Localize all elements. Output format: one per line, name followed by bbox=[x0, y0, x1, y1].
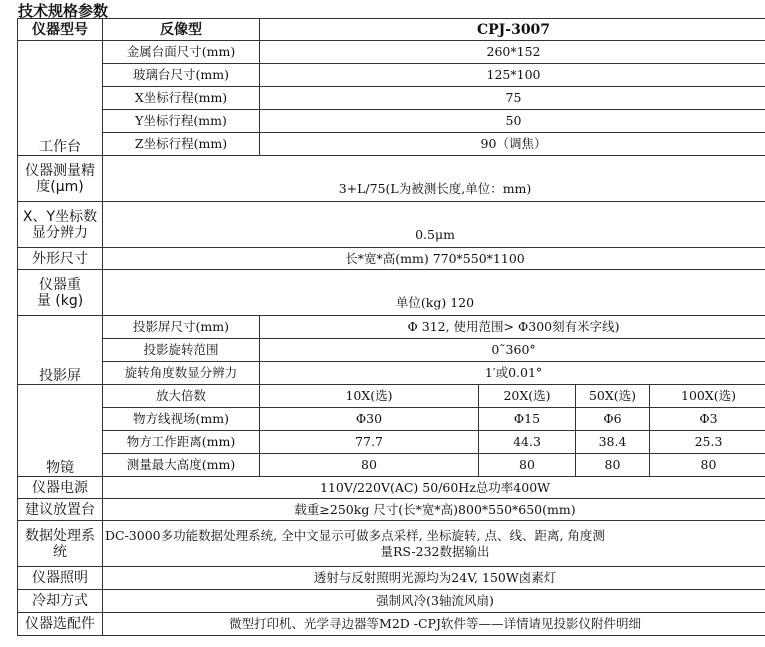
cell-value: 44.3 bbox=[479, 431, 576, 454]
cell-value: 10X(选) bbox=[260, 385, 479, 408]
accuracy-label-line2: 度(μm) bbox=[36, 178, 84, 195]
table-row bbox=[18, 316, 765, 339]
row-name: 玻璃台尺寸(mm) bbox=[103, 64, 260, 87]
table-row bbox=[18, 339, 765, 362]
cell-value: 38.4 bbox=[576, 431, 650, 454]
platform-value: 载重≥250kg 尺寸(长*宽*高)800*550*650(mm) bbox=[103, 499, 765, 521]
accuracy-value: 3+L/75(L为被测长度,单位：mm) bbox=[103, 156, 765, 202]
row-value: 75 bbox=[260, 87, 765, 110]
resolution-value: 0.5μm bbox=[103, 202, 765, 248]
row-name: Z坐标行程(mm) bbox=[103, 133, 260, 156]
processing-value-line1: DC-3000多功能数据处理系统, 全中文显示可做多点采样, 坐标旋转, 点、线、距离, 角度测 bbox=[105, 527, 605, 543]
row-name: X坐标行程(mm) bbox=[103, 87, 260, 110]
table-row bbox=[18, 110, 765, 133]
row-name: 物方线视场(mm) bbox=[103, 408, 260, 431]
table-row bbox=[18, 590, 765, 613]
power-value: 110V/220V(AC) 50/60Hz总功率400W bbox=[103, 477, 765, 499]
row-name: 物方工作距离(mm) bbox=[103, 431, 260, 454]
weight-label-line2: 量 (kg) bbox=[36, 292, 84, 309]
table-row bbox=[18, 248, 765, 270]
accessories-label: 仪器选配件 bbox=[18, 613, 103, 636]
table-row bbox=[18, 431, 765, 454]
table-row bbox=[18, 521, 765, 567]
platform-label: 建议放置台 bbox=[18, 499, 103, 521]
lighting-label: 仪器照明 bbox=[18, 567, 103, 590]
weight-value: 单位(kg) 120 bbox=[103, 270, 765, 316]
processing-label-line1: 数据处理系 bbox=[25, 527, 95, 544]
cooling-value: 强制风冷(3轴流风扇) bbox=[103, 590, 765, 613]
type-label: 反像型 bbox=[103, 19, 260, 41]
table-row bbox=[18, 202, 765, 248]
table-row bbox=[18, 408, 765, 431]
cell-value: 77.7 bbox=[260, 431, 479, 454]
processing-value-line2: 量RS-232数据输出 bbox=[380, 543, 490, 559]
table-row bbox=[18, 477, 765, 499]
processing-value bbox=[103, 521, 765, 567]
lens-label bbox=[18, 385, 103, 477]
table-row bbox=[18, 64, 765, 87]
row-name: 金属台面尺寸(mm) bbox=[103, 41, 260, 64]
row-name: Y坐标行程(mm) bbox=[103, 110, 260, 133]
row-value: 0˜360° bbox=[260, 339, 765, 362]
processing-label-line2: 统 bbox=[53, 543, 67, 560]
processing-label bbox=[18, 521, 103, 567]
row-name: 投影旋转范围 bbox=[103, 339, 260, 362]
table-row bbox=[18, 270, 765, 316]
cell-value: Φ30 bbox=[260, 408, 479, 431]
weight-label bbox=[18, 270, 103, 316]
table-row bbox=[18, 454, 765, 477]
cell-value: Φ6 bbox=[576, 408, 650, 431]
table-row bbox=[18, 499, 765, 521]
spec-table bbox=[17, 18, 765, 636]
model-value: CPJ-3007 bbox=[260, 19, 765, 41]
cell-value: 100X(选) bbox=[650, 385, 765, 408]
cell-value: 80 bbox=[576, 454, 650, 477]
table-row bbox=[18, 385, 765, 408]
lighting-value: 透射与反射照明光源均为24V, 150W卤素灯 bbox=[103, 567, 765, 590]
row-value: 125*100 bbox=[260, 64, 765, 87]
table-row bbox=[18, 362, 765, 385]
dimensions-value: 长*宽*高(mm) 770*550*1100 bbox=[103, 248, 765, 270]
row-value: Φ 312, 使用范围> Φ300刻有米字线) bbox=[260, 316, 765, 339]
cell-value: 50X(选) bbox=[576, 385, 650, 408]
worktable-label-text: 工作台 bbox=[39, 139, 81, 155]
screen-label-text: 投影屏 bbox=[39, 368, 81, 384]
cell-value: Φ15 bbox=[479, 408, 576, 431]
screen-label bbox=[18, 316, 103, 385]
cell-value: 80 bbox=[650, 454, 765, 477]
cell-value: 80 bbox=[260, 454, 479, 477]
row-name: 旋转角度数显分辨力 bbox=[103, 362, 260, 385]
weight-label-line1: 仪器重 bbox=[39, 276, 81, 293]
table-row-header bbox=[18, 19, 765, 41]
cell-value: 25.3 bbox=[650, 431, 765, 454]
cooling-label: 冷却方式 bbox=[18, 590, 103, 613]
row-name: 测量最大高度(mm) bbox=[103, 454, 260, 477]
accuracy-label bbox=[18, 156, 103, 202]
row-value: 50 bbox=[260, 110, 765, 133]
table-row bbox=[18, 133, 765, 156]
row-name: 投影屏尺寸(mm) bbox=[103, 316, 260, 339]
resolution-label bbox=[18, 202, 103, 248]
row-value: 260*152 bbox=[260, 41, 765, 64]
cell-value: 20X(选) bbox=[479, 385, 576, 408]
worktable-label bbox=[18, 41, 103, 156]
table-row bbox=[18, 613, 765, 636]
lens-label-text: 物镜 bbox=[46, 460, 74, 476]
cell-value: Φ3 bbox=[650, 408, 765, 431]
accessories-value: 微型打印机、光学寻边器等M2D -CPJ软件等——详情请见投影仪附件明细 bbox=[103, 613, 765, 636]
table-row bbox=[18, 87, 765, 110]
table-row bbox=[18, 567, 765, 590]
cell-value: 80 bbox=[479, 454, 576, 477]
accuracy-label-line1: 仪器测量精 bbox=[25, 162, 95, 179]
resolution-label-line1: X、Y坐标数 bbox=[22, 208, 98, 225]
page-title: 技术规格参数 bbox=[18, 2, 109, 20]
row-value: 90（调焦） bbox=[260, 133, 765, 156]
resolution-label-line2: 显分辨力 bbox=[32, 224, 88, 241]
table-row bbox=[18, 156, 765, 202]
row-value: 1′或0.01° bbox=[260, 362, 765, 385]
model-label: 仪器型号 bbox=[18, 19, 103, 41]
dimensions-label: 外形尺寸 bbox=[18, 248, 103, 270]
table-row bbox=[18, 41, 765, 64]
power-label: 仪器电源 bbox=[18, 477, 103, 499]
row-name: 放大倍数 bbox=[103, 385, 260, 408]
